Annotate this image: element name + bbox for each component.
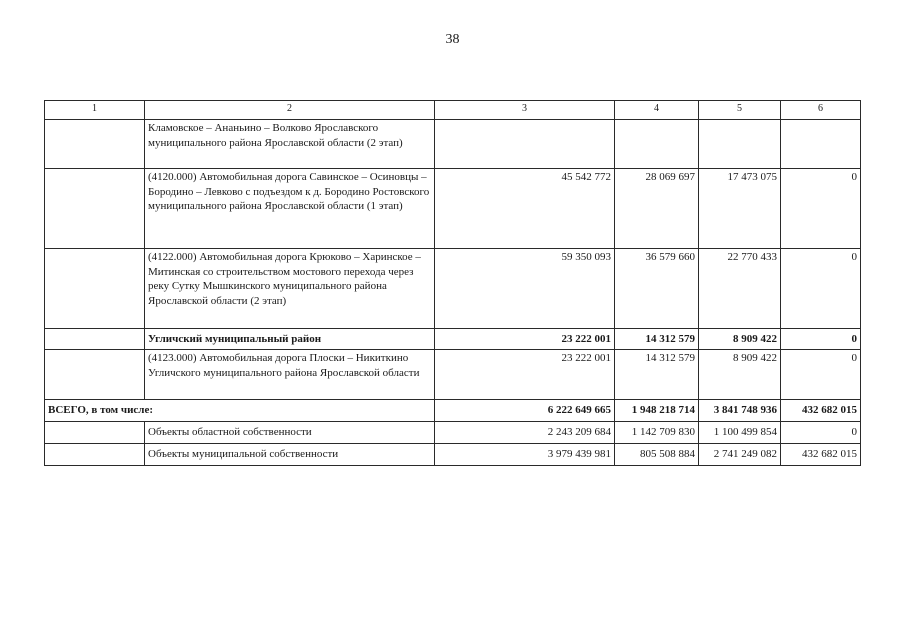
- value-col4: 1 142 709 830: [615, 422, 699, 444]
- value-col3: 23 222 001: [435, 329, 615, 350]
- object-name: Кламовское – Ананьино – Волково Ярославского муниципального района Ярославской области (2 этап): [145, 120, 435, 169]
- header-cell-6: 6: [781, 101, 861, 120]
- value-col6: 0: [781, 249, 861, 329]
- total-col5: 3 841 748 936: [699, 400, 781, 422]
- object-name: (4123.000) Автомобильная дорога Плоски – Никиткино Угличского муниципального района Ярославской области: [145, 350, 435, 400]
- cell-empty: [45, 249, 145, 329]
- table-row: [45, 249, 861, 329]
- value-col5: 8 909 422: [699, 329, 781, 350]
- value-col3: 2 243 209 684: [435, 422, 615, 444]
- value-col3: 45 542 772: [435, 169, 615, 249]
- value-col5: 2 741 249 082: [699, 444, 781, 466]
- value-col5: 17 473 075: [699, 169, 781, 249]
- value-col6: 0: [781, 422, 861, 444]
- value-col5: 22 770 433: [699, 249, 781, 329]
- table-row: [45, 120, 861, 169]
- cell-empty: [45, 169, 145, 249]
- value-col6: 0: [781, 329, 861, 350]
- value-col4: 805 508 884: [615, 444, 699, 466]
- value-col4: 14 312 579: [615, 329, 699, 350]
- header-cell-2: 2: [145, 101, 435, 120]
- value-col5: 1 100 499 854: [699, 422, 781, 444]
- value-col6: 0: [781, 169, 861, 249]
- value-col3: 3 979 439 981: [435, 444, 615, 466]
- value-col6: 432 682 015: [781, 444, 861, 466]
- header-cell-3: 3: [435, 101, 615, 120]
- value-col4: 14 312 579: [615, 350, 699, 400]
- value-col4: [615, 120, 699, 169]
- value-col6: 0: [781, 350, 861, 400]
- object-name: (4120.000) Автомобильная дорога Савинское – Осиновцы – Бородино – Левково с подъездом к д. Бородино Ростовского муниципального района Ярославской области (1 этап): [145, 169, 435, 249]
- value-col4: 36 579 660: [615, 249, 699, 329]
- value-col4: 28 069 697: [615, 169, 699, 249]
- page-number: 38: [445, 32, 460, 47]
- value-col5: 8 909 422: [699, 350, 781, 400]
- district-name: Угличский муниципальный район: [145, 329, 435, 350]
- subtotal-row-municipal: [45, 444, 861, 466]
- subtotal-name: Объекты областной собственности: [145, 422, 435, 444]
- table-row: [45, 169, 861, 249]
- value-col3: 59 350 093: [435, 249, 615, 329]
- subtotal-name: Объекты муниципальной собственности: [145, 444, 435, 466]
- subtotal-row-regional: [45, 422, 861, 444]
- cell-empty: [45, 422, 145, 444]
- value-col5: [699, 120, 781, 169]
- header-row: [45, 101, 861, 120]
- total-label: ВСЕГО, в том числе:: [45, 400, 435, 422]
- value-col3: 23 222 001: [435, 350, 615, 400]
- value-col3: [435, 120, 615, 169]
- header-cell-5: 5: [699, 101, 781, 120]
- cell-empty: [45, 329, 145, 350]
- value-col6: [781, 120, 861, 169]
- total-col4: 1 948 218 714: [615, 400, 699, 422]
- header-cell-4: 4: [615, 101, 699, 120]
- total-col6: 432 682 015: [781, 400, 861, 422]
- header-cell-1: 1: [45, 101, 145, 120]
- cell-empty: [45, 444, 145, 466]
- cell-empty: [45, 120, 145, 169]
- table-row: [45, 350, 861, 400]
- object-name: (4122.000) Автомобильная дорога Крюково – Харинское – Митинская со строительством мостового перехода через реку Сутку Мышкинского муниципального района Ярославской области (2 этап): [145, 249, 435, 329]
- budget-table: [44, 100, 861, 466]
- total-col3: 6 222 649 665: [435, 400, 615, 422]
- total-row: [45, 400, 861, 422]
- district-row: [45, 329, 861, 350]
- cell-empty: [45, 350, 145, 400]
